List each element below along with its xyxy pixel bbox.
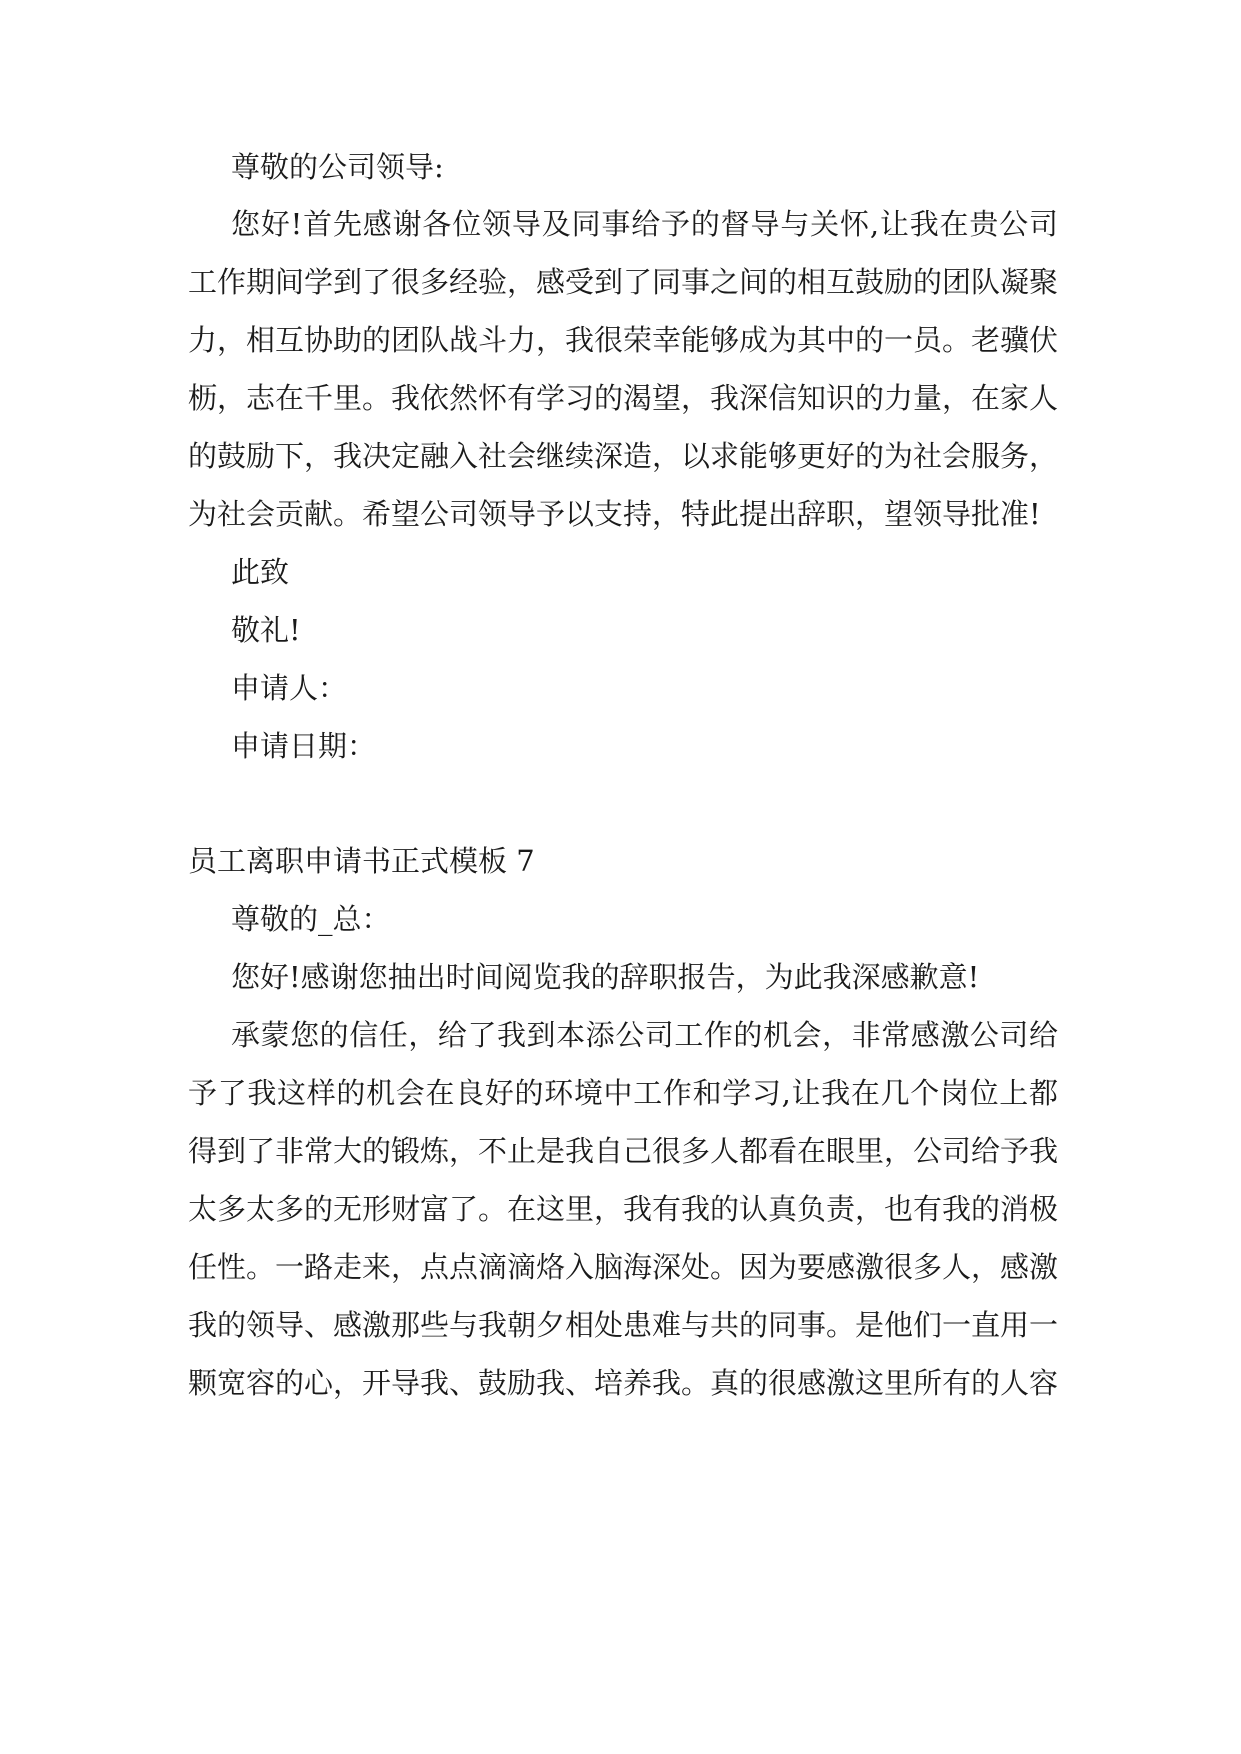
- letter1-closing-1: 此致: [231, 555, 290, 589]
- section2-body-line: 承蒙您的信任，给了我到本添公司工作的机会，非常感激公司给: [231, 1018, 1058, 1052]
- letter1-body-line: 您好!首先感谢各位领导及同事给予的督导与关怀,让我在贵公司: [231, 207, 1058, 241]
- letter1-date-label: 申请日期：: [231, 729, 377, 763]
- section2-body-line: 任性。一路走来，点点滴滴烙入脑海深处。因为要感激很多人，感激: [188, 1250, 1058, 1284]
- section2-body-line: 得到了非常大的锻炼，不止是我自己很多人都看在眼里，公司给予我: [188, 1134, 1058, 1168]
- section2-body-line: 颗宽容的心，开导我、鼓励我、培养我。真的很感激这里所有的人容: [188, 1366, 1058, 1400]
- letter1-body-line: 为社会贡献。希望公司领导予以支持，特此提出辞职，望领导批准!: [188, 497, 1041, 531]
- letter1-body-line: 力，相互协助的团队战斗力，我很荣幸能够成为其中的一员。老骥伏: [188, 323, 1058, 357]
- section2-body-line: 太多太多的无形财富了。在这里，我有我的认真负责，也有我的消极: [188, 1192, 1058, 1226]
- letter1-body-line: 的鼓励下，我决定融入社会继续深造，以求能够更好的为社会服务，: [188, 439, 1058, 473]
- section2-greeting: 您好!感谢您抽出时间阅览我的辞职报告，为此我深感歉意!: [231, 960, 980, 994]
- letter1-body-line: 枥，志在千里。我依然怀有学习的渴望，我深信知识的力量，在家人: [188, 381, 1058, 415]
- section2-body-line: 我的领导、感激那些与我朝夕相处患难与共的同事。是他们一直用一: [188, 1308, 1058, 1342]
- section2-salutation: 尊敬的_总：: [231, 902, 391, 936]
- section2-body-line: 予了我这样的机会在良好的环境中工作和学习,让我在几个岗位上都: [188, 1076, 1058, 1110]
- letter1-salutation: 尊敬的公司领导:: [231, 150, 444, 184]
- letter1-closing-2: 敬礼!: [231, 613, 301, 647]
- section2-title: 员工离职申请书正式模板 7: [188, 844, 535, 878]
- letter1-body-line: 工作期间学到了很多经验，感受到了同事之间的相互鼓励的团队凝聚: [188, 265, 1058, 299]
- letter1-applicant-label: 申请人：: [231, 671, 348, 705]
